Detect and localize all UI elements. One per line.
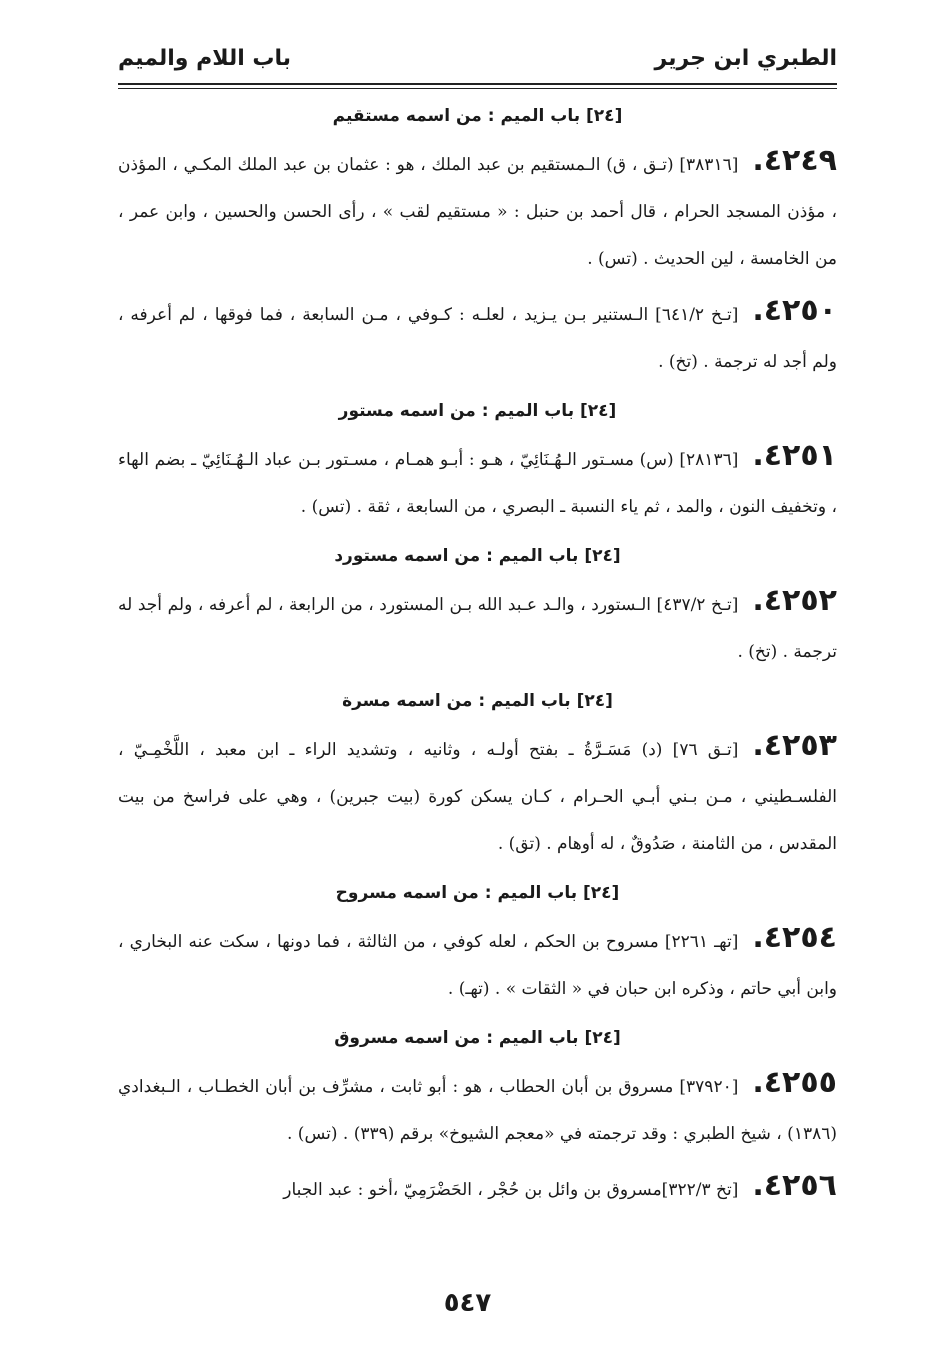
biography-entry bbox=[118, 287, 837, 386]
biography-entry bbox=[118, 137, 837, 283]
entry-number: ٤٢٥٤. bbox=[752, 920, 837, 955]
biography-entry bbox=[118, 1059, 837, 1158]
entry-text: [تـق ٧٦] (د) مَسَـرَّةُ ـ بفتح أولـه ، وثانيه ، وتشديد الراء ـ ابن معبد ، اللَّخْمِـيّ ، الفلسـطيني ، مـن بـني أبـي الحـرام ، كـان يسكن كورة (بيت جبرين) ، وهي على فراسخ من بيت المقدس ، من الثامنة ، صَدُوقٌ ، له أوهام . (تق) . bbox=[118, 740, 837, 854]
section-heading: [٢٤] باب الميم : من اسمه مسروح bbox=[335, 883, 620, 903]
header-book-title: الطبري ابن جرير bbox=[654, 45, 837, 71]
entry-text: [تخ ٣٢٢/٣]مسروق بن وائل بن حُجْر ، الحَضْرَمِيّ ،أخو : عبد الجبار bbox=[283, 1180, 739, 1200]
biography-entry bbox=[118, 914, 837, 1013]
biography-entry bbox=[118, 577, 837, 676]
biography-entry bbox=[118, 432, 837, 531]
entry-number: ٤٢٥٣. bbox=[752, 728, 837, 763]
entry-number: ٤٢٥١. bbox=[752, 438, 837, 473]
entry-text: [تـخ ٤٣٧/٢] الـستورد ، والـد عـبد الله بـن المستورد ، من الرابعة ، لم أعرفه ، ولم أجد له ترجمة . (تخ) . bbox=[118, 595, 837, 662]
page-number: ٥٤٧ bbox=[443, 1288, 492, 1318]
biography-entry bbox=[118, 1162, 837, 1214]
entry-text: [٢٨١٣٦] (س) مسـتور الـهُـنَائِيّ ، هـو : أبـو همـام ، مسـتور بـن عباد الـهُـنَائِيّ ـ بضم الهاء ، وتخفيف النون ، والمد ، ثم ياء النسبة ـ البصري ، من السابعة ، ثقة . (تس) . bbox=[118, 450, 837, 517]
entry-text: [تـخ ٦٤١/٢] الـستنير بـن يـزيد ، لعلـه : كـوفي ، مـن السابعة ، فما فوقها ، لم أعرفه ، ولم أجد له ترجمة . (تخ) . bbox=[118, 305, 837, 372]
entry-number: ٤٢٥٠. bbox=[752, 293, 837, 328]
entry-number: ٤٢٥٦. bbox=[752, 1168, 837, 1203]
entry-text: [٣٨٣١٦] (تـق ، ق) الـمستقيم بن عبد الملك ، هو : عثمان بن عبد الملك المكـي ، المؤذن ، مؤذن المسجد الحرام ، قال أحمد بن حنبل : « مستقيم لقب » ، رأى الحسن والحسين ، وابن عمر ، من الخامسة ، لين الحديث . (تس) . bbox=[118, 155, 837, 269]
entry-number: ٤٢٥٥. bbox=[752, 1065, 837, 1100]
section-heading: [٢٤] باب الميم : من اسمه مستور bbox=[338, 401, 617, 421]
entry-text: [٣٧٩٢٠] مسروق بن أبان الحطاب ، هو : أبو ثابت ، مشرِّف بن أبان الخطـاب ، الـبغدادي (١٣٨٦) ، شيخ الطبري : وقد ترجمته في «معجم الشيوخ» برقم (٣٣٩) . (تس) . bbox=[118, 1077, 837, 1144]
entry-number: ٤٢٤٩. bbox=[752, 143, 837, 178]
entry-text: [تهـ ٢٢٦١] مسروح بن الحكم ، لعله كوفي ، من الثالثة ، فما دونها ، سكت عنه البخاري ، وابن أبي حاتم ، وذكره ابن حبان في « الثقات » . (تهـ) . bbox=[118, 932, 837, 999]
entry-number: ٤٢٥٢. bbox=[752, 583, 837, 618]
section-heading: [٢٤] باب الميم : من اسمه مسرة bbox=[342, 691, 613, 711]
biography-entry bbox=[118, 722, 837, 868]
section-heading: [٢٤] باب الميم : من اسمه مستورد bbox=[334, 546, 621, 566]
page-content bbox=[118, 95, 837, 1218]
header-chapter-title: باب اللام والميم bbox=[118, 45, 292, 71]
page-header bbox=[118, 38, 837, 78]
section-heading: [٢٤] باب الميم : من اسمه مستقيم bbox=[332, 106, 623, 126]
header-rule bbox=[118, 83, 837, 89]
section-heading: [٢٤] باب الميم : من اسمه مسروق bbox=[334, 1028, 621, 1048]
